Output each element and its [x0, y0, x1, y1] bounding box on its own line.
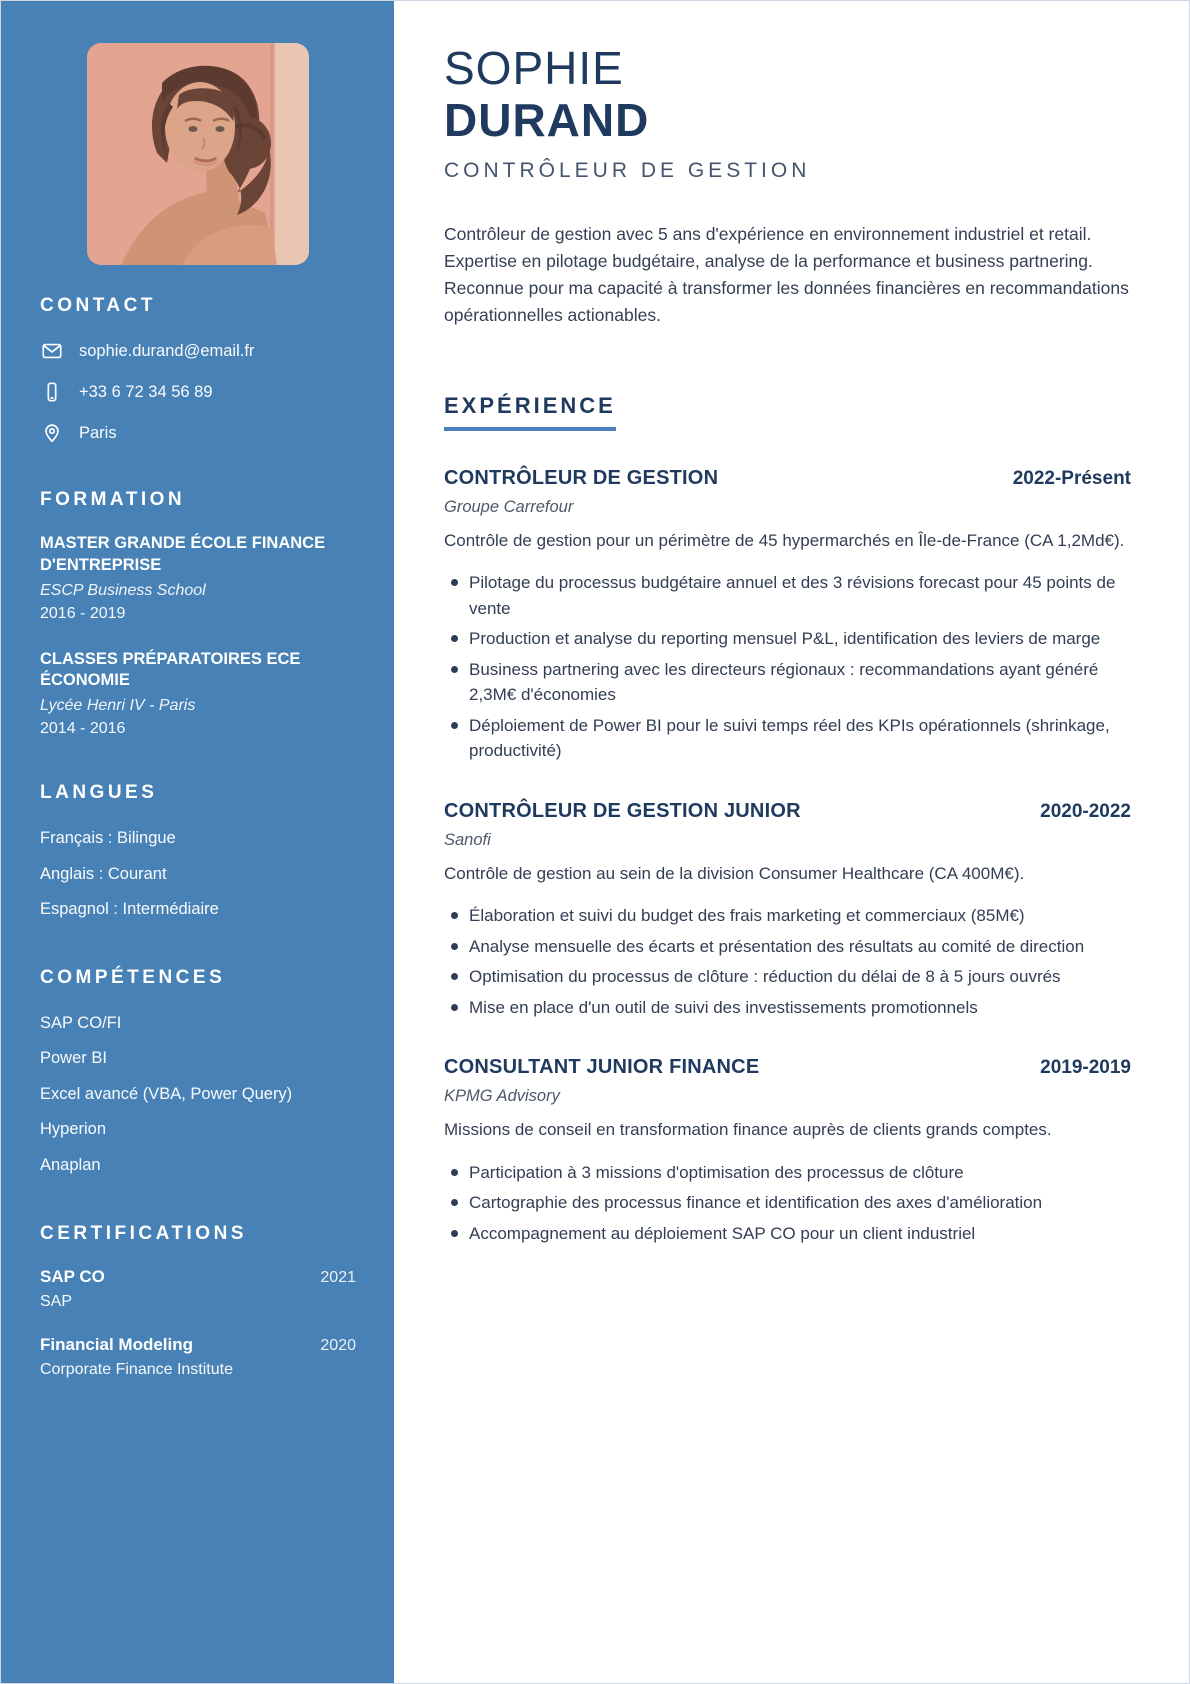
- job-company: Groupe Carrefour: [444, 497, 574, 516]
- skill-item: Power BI: [40, 1049, 107, 1068]
- education-years: 2014 - 2016: [40, 720, 126, 738]
- job-bullet-list: [444, 1160, 1131, 1247]
- certification-year: 2020: [320, 1336, 356, 1354]
- sidebar: [1, 1, 394, 1683]
- certification-entry: [40, 1267, 356, 1311]
- education-school: ESCP Business School: [40, 581, 206, 599]
- experience-entry: [444, 800, 1131, 1021]
- certifications-section: [40, 1223, 356, 1379]
- job-company: KPMG Advisory: [444, 1087, 560, 1106]
- language-item: Anglais : Courant: [40, 864, 167, 883]
- certification-name: SAP CO: [40, 1266, 105, 1286]
- location-pin-icon: [40, 421, 64, 445]
- phone-icon: [40, 380, 64, 404]
- job-title: CONTRÔLEUR DE GESTION: [444, 466, 719, 489]
- competences-heading: COMPÉTENCES: [40, 966, 226, 988]
- candidate-job-title: CONTRÔLEUR DE GESTION: [444, 158, 811, 182]
- first-name: SOPHIE: [444, 42, 624, 94]
- job-bullet: Business partnering avec les directeurs régionaux : recommandations ayant généré 2,3M€ d'économies: [444, 657, 1131, 708]
- certification-name: Financial Modeling: [40, 1334, 194, 1354]
- job-period: 2020-2022: [1040, 800, 1131, 822]
- language-item: Espagnol : Intermédiaire: [40, 900, 219, 919]
- formation-section: [40, 489, 356, 738]
- language-item: Français : Bilingue: [40, 829, 176, 848]
- job-bullet: Accompagnement au déploiement SAP CO pour un client industriel: [444, 1221, 1131, 1247]
- portrait-illustration: [87, 43, 309, 265]
- job-bullet-list: [444, 570, 1131, 764]
- education-degree: MASTER GRANDE ÉCOLE FINANCE D'ENTREPRISE: [40, 534, 326, 574]
- education-years: 2016 - 2019: [40, 604, 126, 622]
- job-bullet: Élaboration et suivi du budget des frais marketing et commerciaux (85M€): [444, 903, 1131, 929]
- contact-location-text: Paris: [79, 423, 117, 442]
- certification-org: SAP: [40, 1292, 73, 1310]
- contact-heading: CONTACT: [40, 295, 156, 316]
- job-bullet: Analyse mensuelle des écarts et présentation des résultats au comité de direction: [444, 934, 1131, 960]
- contact-section: [40, 295, 356, 445]
- job-bullet: Production et analyse du reporting mensuel P&L, identification des leviers de marge: [444, 626, 1131, 652]
- contact-item-email: [40, 339, 356, 363]
- langues-section: [40, 782, 356, 923]
- job-bullet: Participation à 3 missions d'optimisation des processus de clôture: [444, 1160, 1131, 1186]
- formation-heading: FORMATION: [40, 489, 186, 510]
- competences-section: [40, 967, 356, 1179]
- mail-icon: [40, 339, 64, 363]
- job-description: Missions de conseil en transformation finance auprès de clients grands comptes.: [444, 1120, 1052, 1140]
- skill-item: Hyperion: [40, 1120, 107, 1139]
- certification-entry: [40, 1335, 356, 1379]
- job-bullet: Optimisation du processus de clôture : réduction du délai de 8 à 5 jours ouvrés: [444, 964, 1131, 990]
- main-content: [394, 1, 1189, 1291]
- job-description: Contrôle de gestion pour un périmètre de 45 hypermarchés en Île-de-France (CA 1,2Md€).: [444, 530, 1125, 550]
- contact-item-location: [40, 421, 356, 445]
- contact-item-phone: [40, 380, 356, 404]
- contact-email-text: sophie.durand@email.fr: [79, 341, 255, 360]
- skill-item: Excel avancé (VBA, Power Query): [40, 1084, 293, 1103]
- job-period: 2022-Présent: [1012, 467, 1131, 489]
- job-company: Sanofi: [444, 830, 491, 849]
- experience-heading: EXPÉRIENCE: [444, 393, 616, 431]
- job-period: 2019-2019: [1040, 1057, 1131, 1079]
- skill-item: Anaplan: [40, 1156, 101, 1174]
- experience-entry: [444, 467, 1131, 764]
- education-school: Lycée Henri IV - Paris: [40, 697, 196, 715]
- job-bullet: Mise en place d'un outil de suivi des investissements promotionnels: [444, 995, 1131, 1021]
- job-bullet: Cartographie des processus finance et identification des axes d'amélioration: [444, 1190, 1131, 1216]
- job-bullet-list: [444, 903, 1131, 1020]
- certification-year: 2021: [320, 1268, 356, 1286]
- job-bullet: Déploiement de Power BI pour le suivi temps réel des KPIs opérationnels (shrinkage, productivité): [444, 713, 1131, 764]
- last-name: DURAND: [444, 93, 650, 146]
- experience-entry: [444, 1056, 1131, 1246]
- certification-org: Corporate Finance Institute: [40, 1360, 233, 1378]
- contact-phone-text: +33 6 72 34 56 89: [79, 382, 213, 401]
- job-title: CONTRÔLEUR DE GESTION JUNIOR: [444, 799, 801, 822]
- skill-item: SAP CO/FI: [40, 1013, 122, 1032]
- job-title: CONSULTANT JUNIOR FINANCE: [444, 1056, 760, 1079]
- profile-summary: Contrôleur de gestion avec 5 ans d'expérience en environnement industriel et retail. Expertise en pilotage budgétaire, analyse de la performance et business partnering. Reconnue pour ma capacité à transformer les données financières en recommandations opérationnelles actionables.: [444, 223, 1129, 326]
- certifications-heading: CERTIFICATIONS: [40, 1222, 247, 1244]
- education-entry: [40, 533, 356, 623]
- education-degree: CLASSES PRÉPARATOIRES ECE ÉCONOMIE: [40, 649, 301, 690]
- job-bullet: Pilotage du processus budgétaire annuel et des 3 révisions forecast pour 45 points de vente: [444, 570, 1131, 621]
- candidate-name: [444, 43, 1131, 147]
- job-description: Contrôle de gestion au sein de la division Consumer Healthcare (CA 400M€).: [444, 863, 1025, 883]
- education-entry: [40, 649, 356, 739]
- profile-photo: [87, 43, 309, 265]
- langues-heading: LANGUES: [40, 782, 158, 804]
